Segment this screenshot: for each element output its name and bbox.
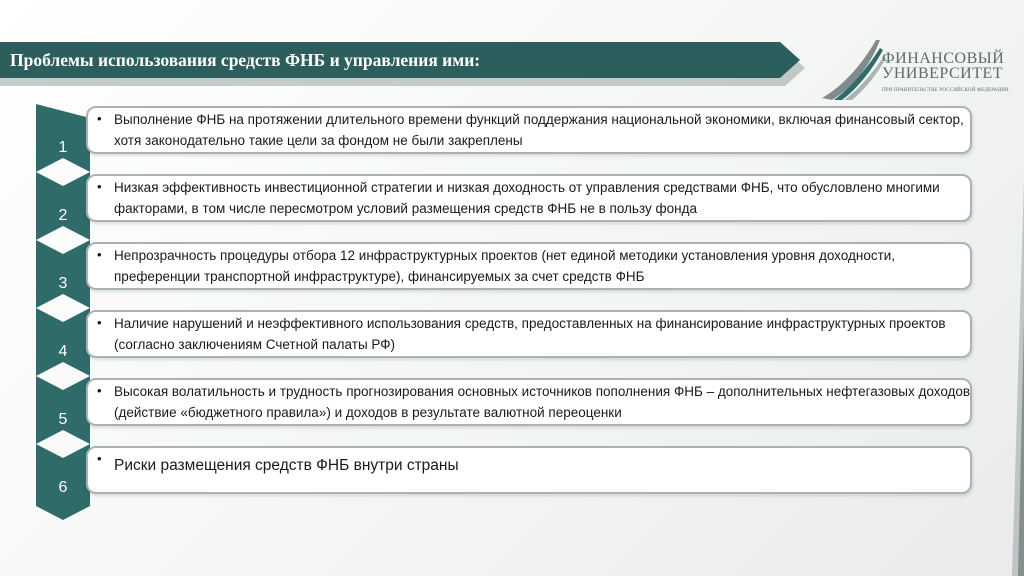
logo-text-line2: УНИВЕРСИТЕТ <box>882 65 1004 82</box>
logo-text-line3: ПРИ ПРАВИТЕЛЬСТВЕ РОССИЙСКОЙ ФЕДЕРАЦИИ <box>882 88 1009 93</box>
list-item <box>36 240 976 308</box>
item-text: Наличие нарушений и неэффективного использования средств, предоставленных на финансирование инфраструктурных проектов (согласно заключениям Счетной палаты РФ) <box>114 316 946 352</box>
step-number: 3 <box>58 275 68 292</box>
step-number: 2 <box>58 207 68 224</box>
item-text: Непрозрачность процедуры отбора 12 инфраструктурных проектов (нет единой методики установления уровня доходности, преференции транспортной инфраструктуре), финансируемых за счет средств ФНБ <box>114 248 896 284</box>
page-title: Проблемы использования средств ФНБ и управления ими: <box>10 50 481 70</box>
step-number: 6 <box>58 479 68 496</box>
list-item <box>36 308 976 376</box>
bullet-icon: • <box>97 247 102 262</box>
bullet-icon: • <box>97 179 102 194</box>
step-number: 5 <box>58 411 68 428</box>
logo-text-line1: ФИНАНСОВЫЙ <box>882 50 1005 67</box>
bullet-icon: • <box>97 315 102 330</box>
list-item <box>36 376 976 444</box>
item-text: Высокая волатильность и трудность прогнозирования основных источников пополнения ФНБ – дополнительных нефтегазовых доходов (действие «бюджетного правила») и доходов в результате валютной переоценки <box>114 384 971 420</box>
step-number: 4 <box>58 343 68 360</box>
item-text: Выполнение ФНБ на протяжении длительного времени функций поддержания национальной экономики, включая финансовый сектор, хотя законодательно такие цели за фондом не были закреплены <box>114 112 964 148</box>
list-item <box>36 172 976 240</box>
bullet-icon: • <box>97 451 102 466</box>
step-number: 1 <box>58 139 68 156</box>
list-item <box>36 104 976 172</box>
title-banner <box>0 42 805 86</box>
item-text: Низкая эффективность инвестиционной стратегии и низкая доходность от управления средствами ФНБ, что обусловлено многими факторами, в том числе пересмотром условий размещения средств ФНБ не в пользу фонда <box>114 180 940 216</box>
list-item <box>36 444 976 512</box>
university-logo <box>820 38 1015 104</box>
bullet-icon: • <box>97 383 102 398</box>
logo-emblem-icon <box>820 38 890 104</box>
bullet-icon: • <box>97 111 102 126</box>
item-text: Риски размещения средств ФНБ внутри страны <box>114 457 459 474</box>
